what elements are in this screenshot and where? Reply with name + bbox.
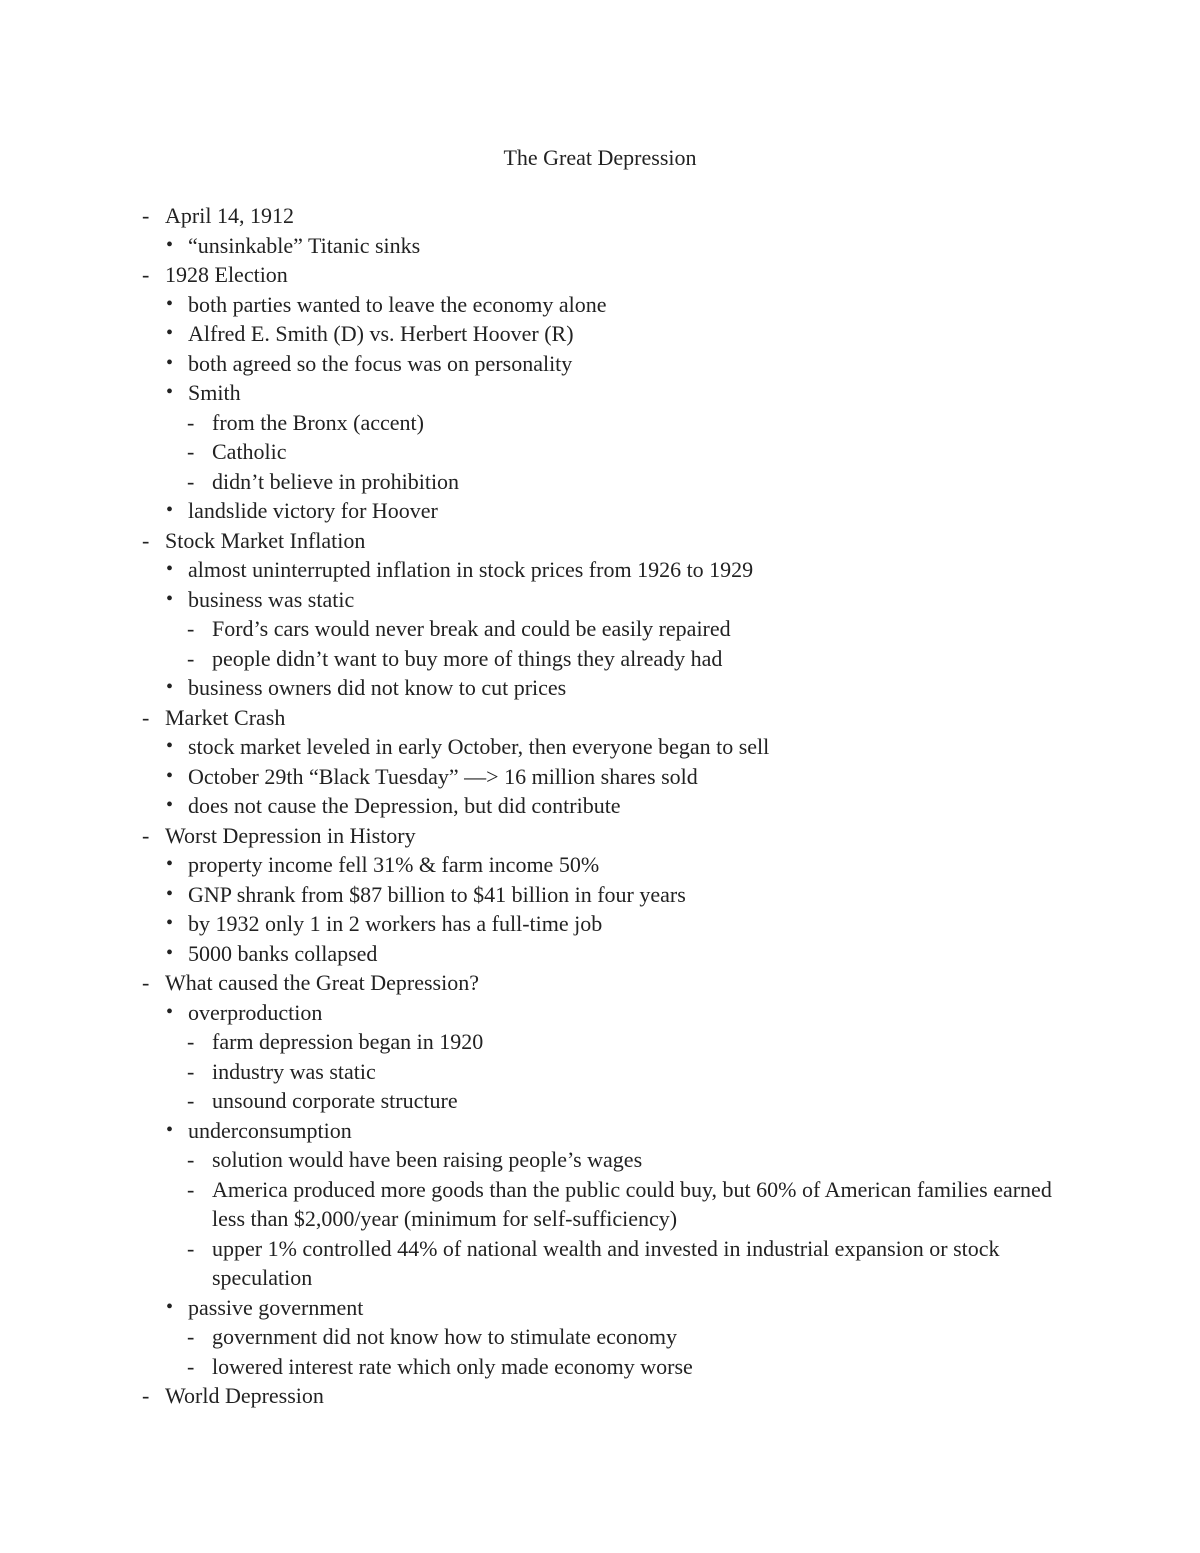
bullet-marker: • <box>166 941 174 964</box>
outline-item-text: lowered interest rate which only made economy worse <box>212 1353 693 1379</box>
outline-item-text: does not cause the Depression, but did contribute <box>188 793 621 818</box>
bullet-marker: • <box>166 1118 174 1141</box>
bullet-marker: • <box>166 764 174 787</box>
bullet-marker: • <box>166 233 174 256</box>
outline-item-level-1 <box>0 968 1200 998</box>
bullet-marker: • <box>166 1000 174 1023</box>
outline-item-level-3 <box>0 1027 1200 1057</box>
outline-item-text: Worst Depression in History <box>165 822 416 848</box>
outline-item-text: April 14, 1912 <box>165 203 294 228</box>
outline-item-level-2 <box>0 998 1200 1028</box>
outline-item-text: What caused the Great Depression? <box>165 970 479 995</box>
bullet-marker: • <box>166 735 174 757</box>
outline-item-level-2 <box>0 319 1200 349</box>
outline-item-level-1 <box>0 526 1200 556</box>
bullet-marker: • <box>166 853 174 875</box>
outline-item-text: industry was static <box>212 1058 376 1084</box>
outline-item-level-3 <box>0 1145 1200 1175</box>
outline-item-text: upper 1% controlled 44% of national wealth and invested in industrial expansion or stock speculation <box>212 1235 1000 1290</box>
outline-item-level-3 <box>0 408 1200 438</box>
dash-marker: - <box>187 1058 195 1084</box>
outline-item-level-1 <box>0 821 1200 851</box>
outline-item-text: Smith <box>188 380 241 405</box>
outline-item-level-1 <box>0 260 1200 290</box>
outline-item-level-2 <box>0 762 1200 792</box>
outline-item-text: both parties wanted to leave the economy alone <box>188 291 607 317</box>
outline-item-text: property income fell 31% & farm income 50% <box>188 852 600 877</box>
outline-item-level-2 <box>0 555 1200 585</box>
dash-marker: - <box>142 527 150 553</box>
outline-item-level-1 <box>0 1381 1200 1411</box>
outline-item-text: October 29th “Black Tuesday” —> 16 million shares sold <box>188 763 698 789</box>
bullet-marker: • <box>166 351 174 374</box>
bullet-marker: • <box>166 587 174 610</box>
outline-item-text: underconsumption <box>188 1117 352 1143</box>
outline-item-level-1 <box>0 201 1200 231</box>
outline-item-level-3 <box>0 467 1200 497</box>
dash-marker: - <box>142 704 150 730</box>
outline-item-level-3 <box>0 1086 1200 1116</box>
bullet-marker: • <box>166 794 174 816</box>
outline-item-level-2 <box>0 909 1200 939</box>
dash-marker: - <box>187 409 195 435</box>
outline-item-text: Catholic <box>212 439 287 464</box>
outline-item-text: Market Crash <box>165 704 286 730</box>
outline-item-level-2 <box>0 791 1200 821</box>
bullet-marker: • <box>166 499 174 521</box>
outline-item-level-2 <box>0 850 1200 880</box>
outline-item-text: GNP shrank from $87 billion to $41 billion in four years <box>188 881 686 907</box>
bullet-marker: • <box>166 381 174 403</box>
bullet-marker: • <box>166 882 174 905</box>
outline-item-level-2 <box>0 378 1200 408</box>
dash-marker: - <box>187 1088 195 1113</box>
outline-item-text: business owners did not know to cut prices <box>188 675 567 700</box>
outline-item-level-2 <box>0 349 1200 379</box>
outline-item-text: both agreed so the focus was on personality <box>188 350 573 376</box>
outline-item-level-2 <box>0 1293 1200 1323</box>
bullet-marker: • <box>166 1295 174 1318</box>
dash-marker: - <box>187 1353 195 1379</box>
outline-item-level-2 <box>0 585 1200 615</box>
outline-item-text: didn’t believe in prohibition <box>212 468 460 494</box>
outline-item-level-3 <box>0 1175 1200 1234</box>
dash-marker: - <box>187 616 195 641</box>
dash-marker: - <box>142 1383 150 1408</box>
outline-item-level-2 <box>0 496 1200 526</box>
dash-marker: - <box>187 468 195 494</box>
outline-item-level-3 <box>0 614 1200 644</box>
outline-item-text: 1928 Election <box>165 262 288 287</box>
dash-marker: - <box>187 1147 195 1172</box>
bullet-marker: • <box>166 322 174 344</box>
dash-marker: - <box>142 203 150 228</box>
dash-marker: - <box>187 1176 195 1202</box>
outline-item-level-2 <box>0 732 1200 762</box>
dash-marker: - <box>187 1235 195 1261</box>
outline-item-level-1 <box>0 703 1200 733</box>
dash-marker: - <box>187 1029 195 1054</box>
dash-marker: - <box>142 262 150 287</box>
outline-item-level-2 <box>0 880 1200 910</box>
dash-marker: - <box>142 822 150 848</box>
outline-item-text: almost uninterrupted inflation in stock prices from 1926 to 1929 <box>188 557 754 582</box>
dash-marker: - <box>187 1324 195 1349</box>
outline-item-text: business was static <box>188 586 355 612</box>
dash-marker: - <box>187 439 195 464</box>
outline-item-level-3 <box>0 1352 1200 1382</box>
outline-item-text: landslide victory for Hoover <box>188 498 438 523</box>
outline-item-text: “unsinkable” Titanic sinks <box>188 232 421 258</box>
bullet-marker: • <box>166 912 174 934</box>
outline-item-text: people didn’t want to buy more of things they already had <box>212 645 723 671</box>
outline-item-text: solution would have been raising people’s wages <box>212 1147 643 1172</box>
outline-item-text: Ford’s cars would never break and could be easily repaired <box>212 616 731 641</box>
bullet-marker: • <box>166 292 174 315</box>
outline-item-level-3 <box>0 644 1200 674</box>
page-title: The Great Depression <box>503 145 697 170</box>
outline-item-level-2 <box>0 290 1200 320</box>
outline-item-text: Alfred E. Smith (D) vs. Herbert Hoover (R) <box>188 321 574 346</box>
outline-item-text: passive government <box>188 1294 364 1320</box>
outline-item-text: World Depression <box>165 1383 324 1408</box>
outline-item-level-2 <box>0 673 1200 703</box>
outline-item-text: unsound corporate structure <box>212 1088 458 1113</box>
outline-item-level-2 <box>0 939 1200 969</box>
outline-item-text: 5000 banks collapsed <box>188 940 378 966</box>
outline-item-level-3 <box>0 1234 1200 1293</box>
outline-item-level-3 <box>0 1322 1200 1352</box>
outline-item-text: by 1932 only 1 in 2 workers has a full-time job <box>188 911 603 936</box>
outline-item-level-2 <box>0 1116 1200 1146</box>
outline-item-level-3 <box>0 437 1200 467</box>
dash-marker: - <box>187 645 195 671</box>
outline-item-text: overproduction <box>188 999 323 1025</box>
outline-item-level-3 <box>0 1057 1200 1087</box>
outline-list <box>0 201 1200 1411</box>
outline-item-text: government did not know how to stimulate economy <box>212 1324 677 1349</box>
dash-marker: - <box>142 970 150 995</box>
bullet-marker: • <box>166 558 174 580</box>
outline-item-text: America produced more goods than the public could buy, but 60% of American families earned less than $2,000/year (minimum for self-sufficiency) <box>212 1176 1052 1231</box>
outline-item-text: stock market leveled in early October, then everyone began to sell <box>188 734 770 759</box>
outline-item-level-2 <box>0 231 1200 261</box>
outline-item-text: from the Bronx (accent) <box>212 409 424 435</box>
bullet-marker: • <box>166 676 174 698</box>
outline-item-text: Stock Market Inflation <box>165 527 366 553</box>
outline-item-text: farm depression began in 1920 <box>212 1029 484 1054</box>
